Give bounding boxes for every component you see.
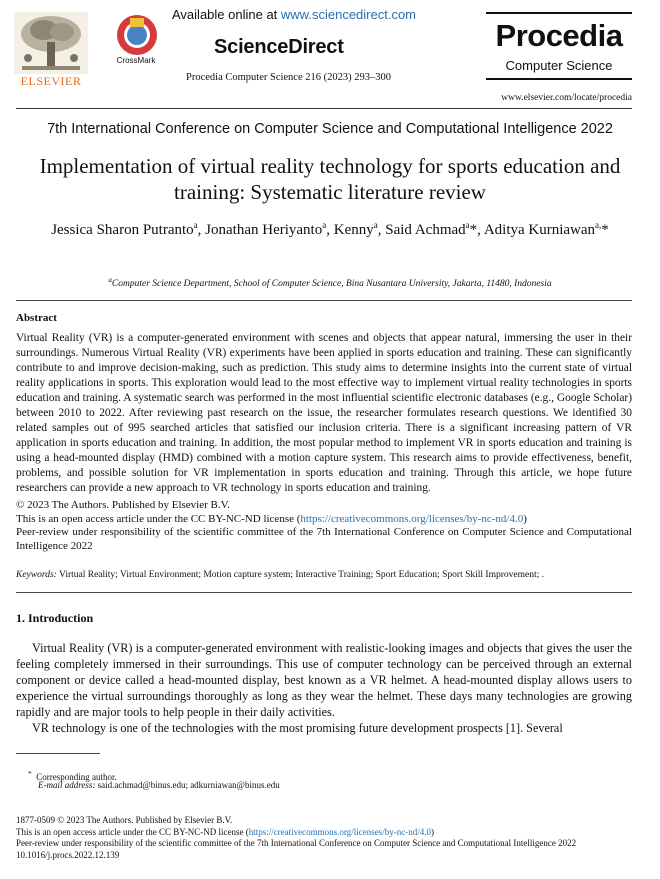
introduction-body: [16, 640, 632, 736]
available-online-text: Available online at: [172, 7, 281, 22]
author-name: Jessica Sharon Putranto: [51, 222, 194, 238]
footer-doi[interactable]: 10.1016/j.procs.2022.12.139: [16, 849, 120, 860]
license-prefix: This is an open access article under the CC BY-NC-ND license (: [16, 512, 301, 525]
journal-reference: Procedia Computer Science 216 (2023) 293–300: [186, 72, 391, 83]
footnote-mark: *: [28, 769, 32, 778]
keywords-label: Keywords:: [16, 570, 57, 580]
abstract-license: [16, 513, 632, 527]
footnote-rule: [16, 753, 100, 754]
abstract-heading: Abstract: [16, 312, 57, 324]
author-name: Aditya Kurniawan: [483, 222, 596, 238]
license-suffix: ): [523, 512, 527, 525]
author-affil-mark: a: [373, 220, 378, 230]
crossmark-label: CrossMark: [116, 56, 156, 65]
abstract-top-rule: [16, 300, 632, 301]
sciencedirect-link[interactable]: www.sciencedirect.com: [280, 7, 417, 22]
footer-license-link[interactable]: https://creativecommons.org/licenses/by-nc-nd/4.0: [248, 826, 431, 837]
author-affil-mark: a: [465, 220, 470, 230]
abstract-text: Virtual Reality (VR) is a computer-generated environment with scenes and objects that appear natural, immersing the user in their surroundings. Numerous Virtual Reality (VR) experiments have been applied in sports education and training. These can significantly contribute to and improve decision-making, such as prediction. This study aims to determine insights into the current state of virtual reality applications in sports. This exploration would lead to the most effective way to implement virtual reality technologies in sports education and training. A systematic search was performed in the most influential scientific electronic databases (e.g., Google Scholar) between 2010 to 2022. After reviewing past research on the issue, the researcher formulates research questions. We identified 30 related samples out of 995 searched articles that satisfied our inclusion criteria. There is a significant increasing pattern of VR application in sports education and training. In addition, the most popular method to implement VR in sports education and training is using a head-mounted display (HMD) combined with a motion capture system. This research aims to provide effectiveness, benefit, problems, and possible solution for VR implementation in sports education and training. Through this article, we hope future researchers can provide a new approach to VR technology in sports education and training.: [16, 332, 632, 494]
author-name: Said Achmad: [385, 222, 466, 238]
author-name: Kenny: [333, 222, 374, 238]
elsevier-tree-logo: [14, 12, 88, 74]
sciencedirect-wordmark: ScienceDirect: [214, 36, 344, 58]
email-addresses[interactable]: said.achmad@binus.edu; adkurniawan@binus.edu: [97, 780, 280, 790]
keywords-rule: [16, 592, 632, 593]
affiliation-text: Computer Science Department, School of Computer Science, Bina Nusantara University, Jakarta, 11480, Indonesia: [111, 279, 552, 290]
section-heading: 1. Introduction: [16, 611, 94, 625]
header-divider: [16, 108, 632, 109]
affiliation-mark: a: [108, 276, 112, 284]
corresponding-mark: *: [469, 222, 478, 238]
crossmark-icon[interactable]: [116, 14, 158, 56]
paper-title: Implementation of virtual reality technology for sports education and training: Systematic literature review: [39, 154, 621, 204]
keywords-text: Virtual Reality; Virtual Environment; Motion capture system; Interactive Training; Sport Education; Sport Skill Improvement; .: [59, 570, 544, 580]
brand-bottom-rule: [486, 78, 632, 80]
footer-peer-review: Peer-review under responsibility of the scientific committee of the 7th International Conference on Computer Science and Computational Intelligence 2022: [16, 838, 577, 848]
author-affil-mark: a: [322, 220, 327, 230]
abstract-peer-review: Peer-review under responsibility of the scientific committee of the 7th International Conference on Computer Science and Computational Intelligence 2022: [16, 526, 632, 552]
license-link[interactable]: https://creativecommons.org/licenses/by-nc-nd/4.0: [300, 512, 524, 525]
page-footer: [16, 815, 636, 861]
paragraph: Virtual Reality (VR) is a computer-generated environment with realistic-looking images and objects that gives the user the feeling completely immersed in their surroundings. This use of computer technology can be perceived through an external component or device called a head-mounted display, best known as a VR helmet. A head-mounted display allows users to experience the virtual surroundings thoroughly as long as they wear the helmet. These days many technologies are growing rapidly and are major tools to help people in their daily activities.: [16, 641, 632, 719]
footer-license-prefix: This is an open access article under the CC BY-NC-ND license (: [16, 826, 249, 837]
brand-top-rule: [486, 12, 632, 14]
author-affil-mark: a: [193, 220, 198, 230]
elsevier-url[interactable]: www.elsevier.com/locate/procedia: [501, 93, 632, 103]
keywords: [16, 570, 632, 580]
available-online: [172, 7, 416, 22]
conference-name: 7th International Conference on Computer Science and Computational Intelligence 2022: [47, 121, 613, 137]
abstract-body: [16, 331, 632, 553]
procedia-subtitle: Computer Science: [505, 58, 613, 73]
author-affil-mark: a,: [595, 220, 602, 230]
email-label: E-mail address:: [38, 780, 96, 790]
abstract-copyright: © 2023 The Authors. Published by Elsevier B.V.: [16, 499, 230, 511]
footer-license: [16, 827, 636, 839]
elsevier-wordmark: ELSEVIER: [20, 74, 82, 88]
paragraph: VR technology is one of the technologies with the most promising future development prospects [1]. Several: [32, 721, 563, 735]
footer-issn: 1877-0509 © 2023 The Authors. Published by Elsevier B.V.: [16, 815, 233, 825]
affiliation: [20, 276, 640, 289]
footnote-corresponding-text: Corresponding author.: [36, 772, 117, 782]
corresponding-mark: *: [601, 222, 609, 238]
footer-license-suffix: ): [430, 826, 434, 837]
footnote-email: [38, 780, 280, 790]
author-name: Jonathan Heriyanto: [205, 222, 323, 238]
procedia-wordmark: Procedia: [495, 18, 623, 53]
author-list: Jessica Sharon Putranto$^a$, Jonathan Heriyanto$^a$, Kenny$^a$, Said Achmad$^a$*, Aditya Kurniawan$^{a,}$*: [51, 220, 609, 238]
